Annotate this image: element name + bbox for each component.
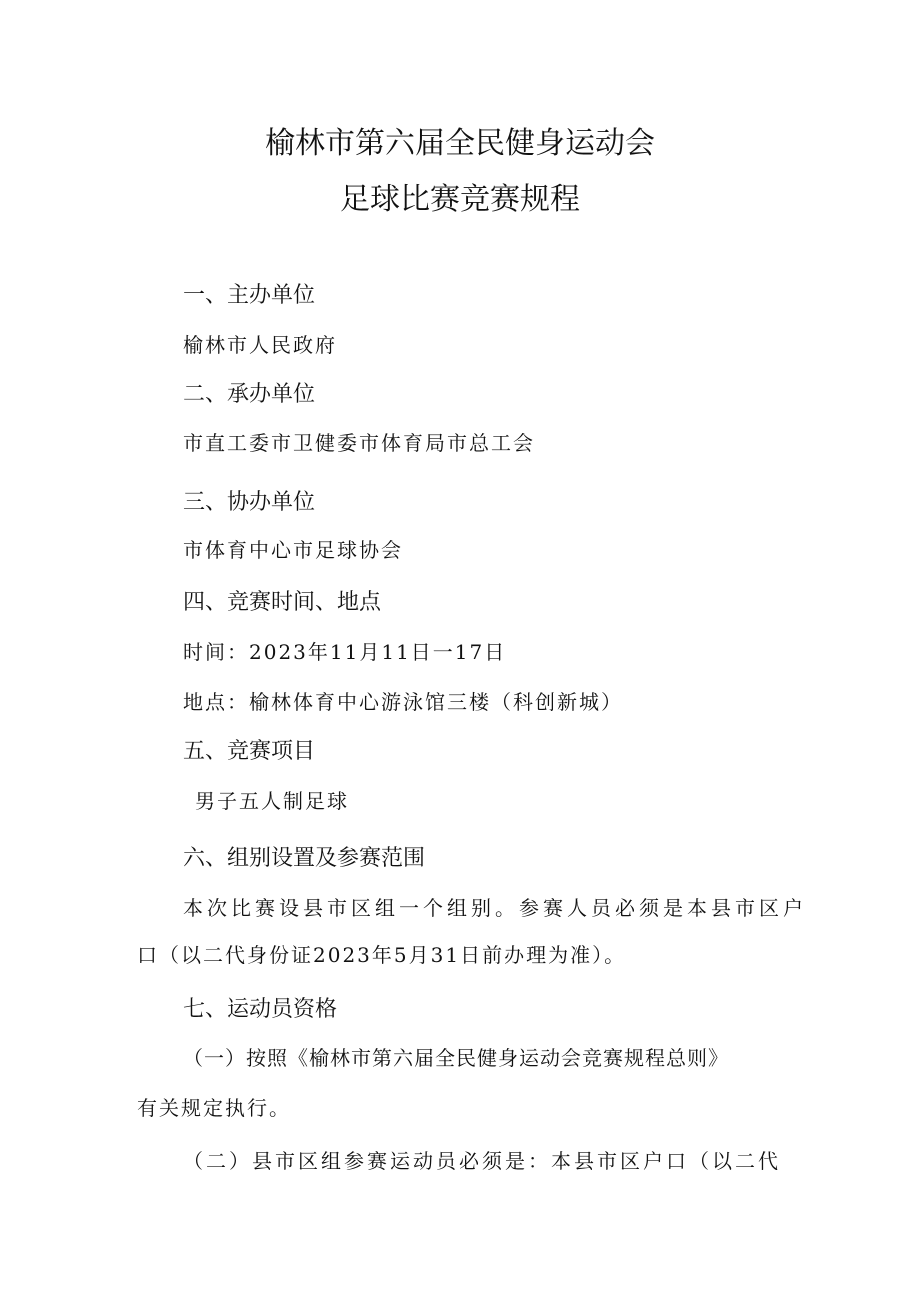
section-heading-eligibility: 七、运动员资格 bbox=[183, 997, 338, 1022]
section-text-groups-line2: 口（以二代身份证2023年5月31日前办理为准）。 bbox=[137, 943, 627, 967]
section-heading-co-organizer: 三、协办单位 bbox=[183, 490, 316, 515]
section-text-co-organizer: 市体育中心市足球协会 bbox=[183, 538, 403, 562]
section-text-groups-line1: 本次比赛设县市区组一个组别。参赛人员必须是本县市区户 bbox=[183, 896, 807, 920]
section-heading-organizer: 一、主办单位 bbox=[183, 283, 316, 308]
section-text-place: 地点：榆林体育中心游泳馆三楼（科创新城） bbox=[183, 690, 623, 714]
section-text-time: 时间：2023年11月11日一17日 bbox=[183, 640, 507, 664]
section-heading-host: 二、承办单位 bbox=[183, 382, 316, 407]
section-text-organizer: 榆林市人民政府 bbox=[183, 333, 337, 357]
section-text-eligibility-line2: 有关规定执行。 bbox=[137, 1096, 291, 1120]
document-title-line1: 榆林市第六届全民健身运动会 bbox=[265, 126, 655, 161]
section-text-event: 男子五人制足球 bbox=[195, 789, 349, 813]
section-text-host: 市直工委市卫健委市体育局市总工会 bbox=[183, 431, 535, 455]
section-text-eligibility-line3: （二）县市区组参赛运动员必须是：本县市区户口（以二代 bbox=[183, 1149, 781, 1173]
section-heading-time-place: 四、竞赛时间、地点 bbox=[183, 590, 382, 615]
section-heading-event: 五、竞赛项目 bbox=[183, 739, 316, 764]
section-heading-groups: 六、组别设置及参赛范围 bbox=[183, 846, 426, 871]
section-text-eligibility-line1: （一）按照《榆林市第六届全民健身运动会竞赛规程总则》 bbox=[183, 1046, 729, 1070]
document-title-line2: 足球比赛竞赛规程 bbox=[340, 182, 580, 217]
